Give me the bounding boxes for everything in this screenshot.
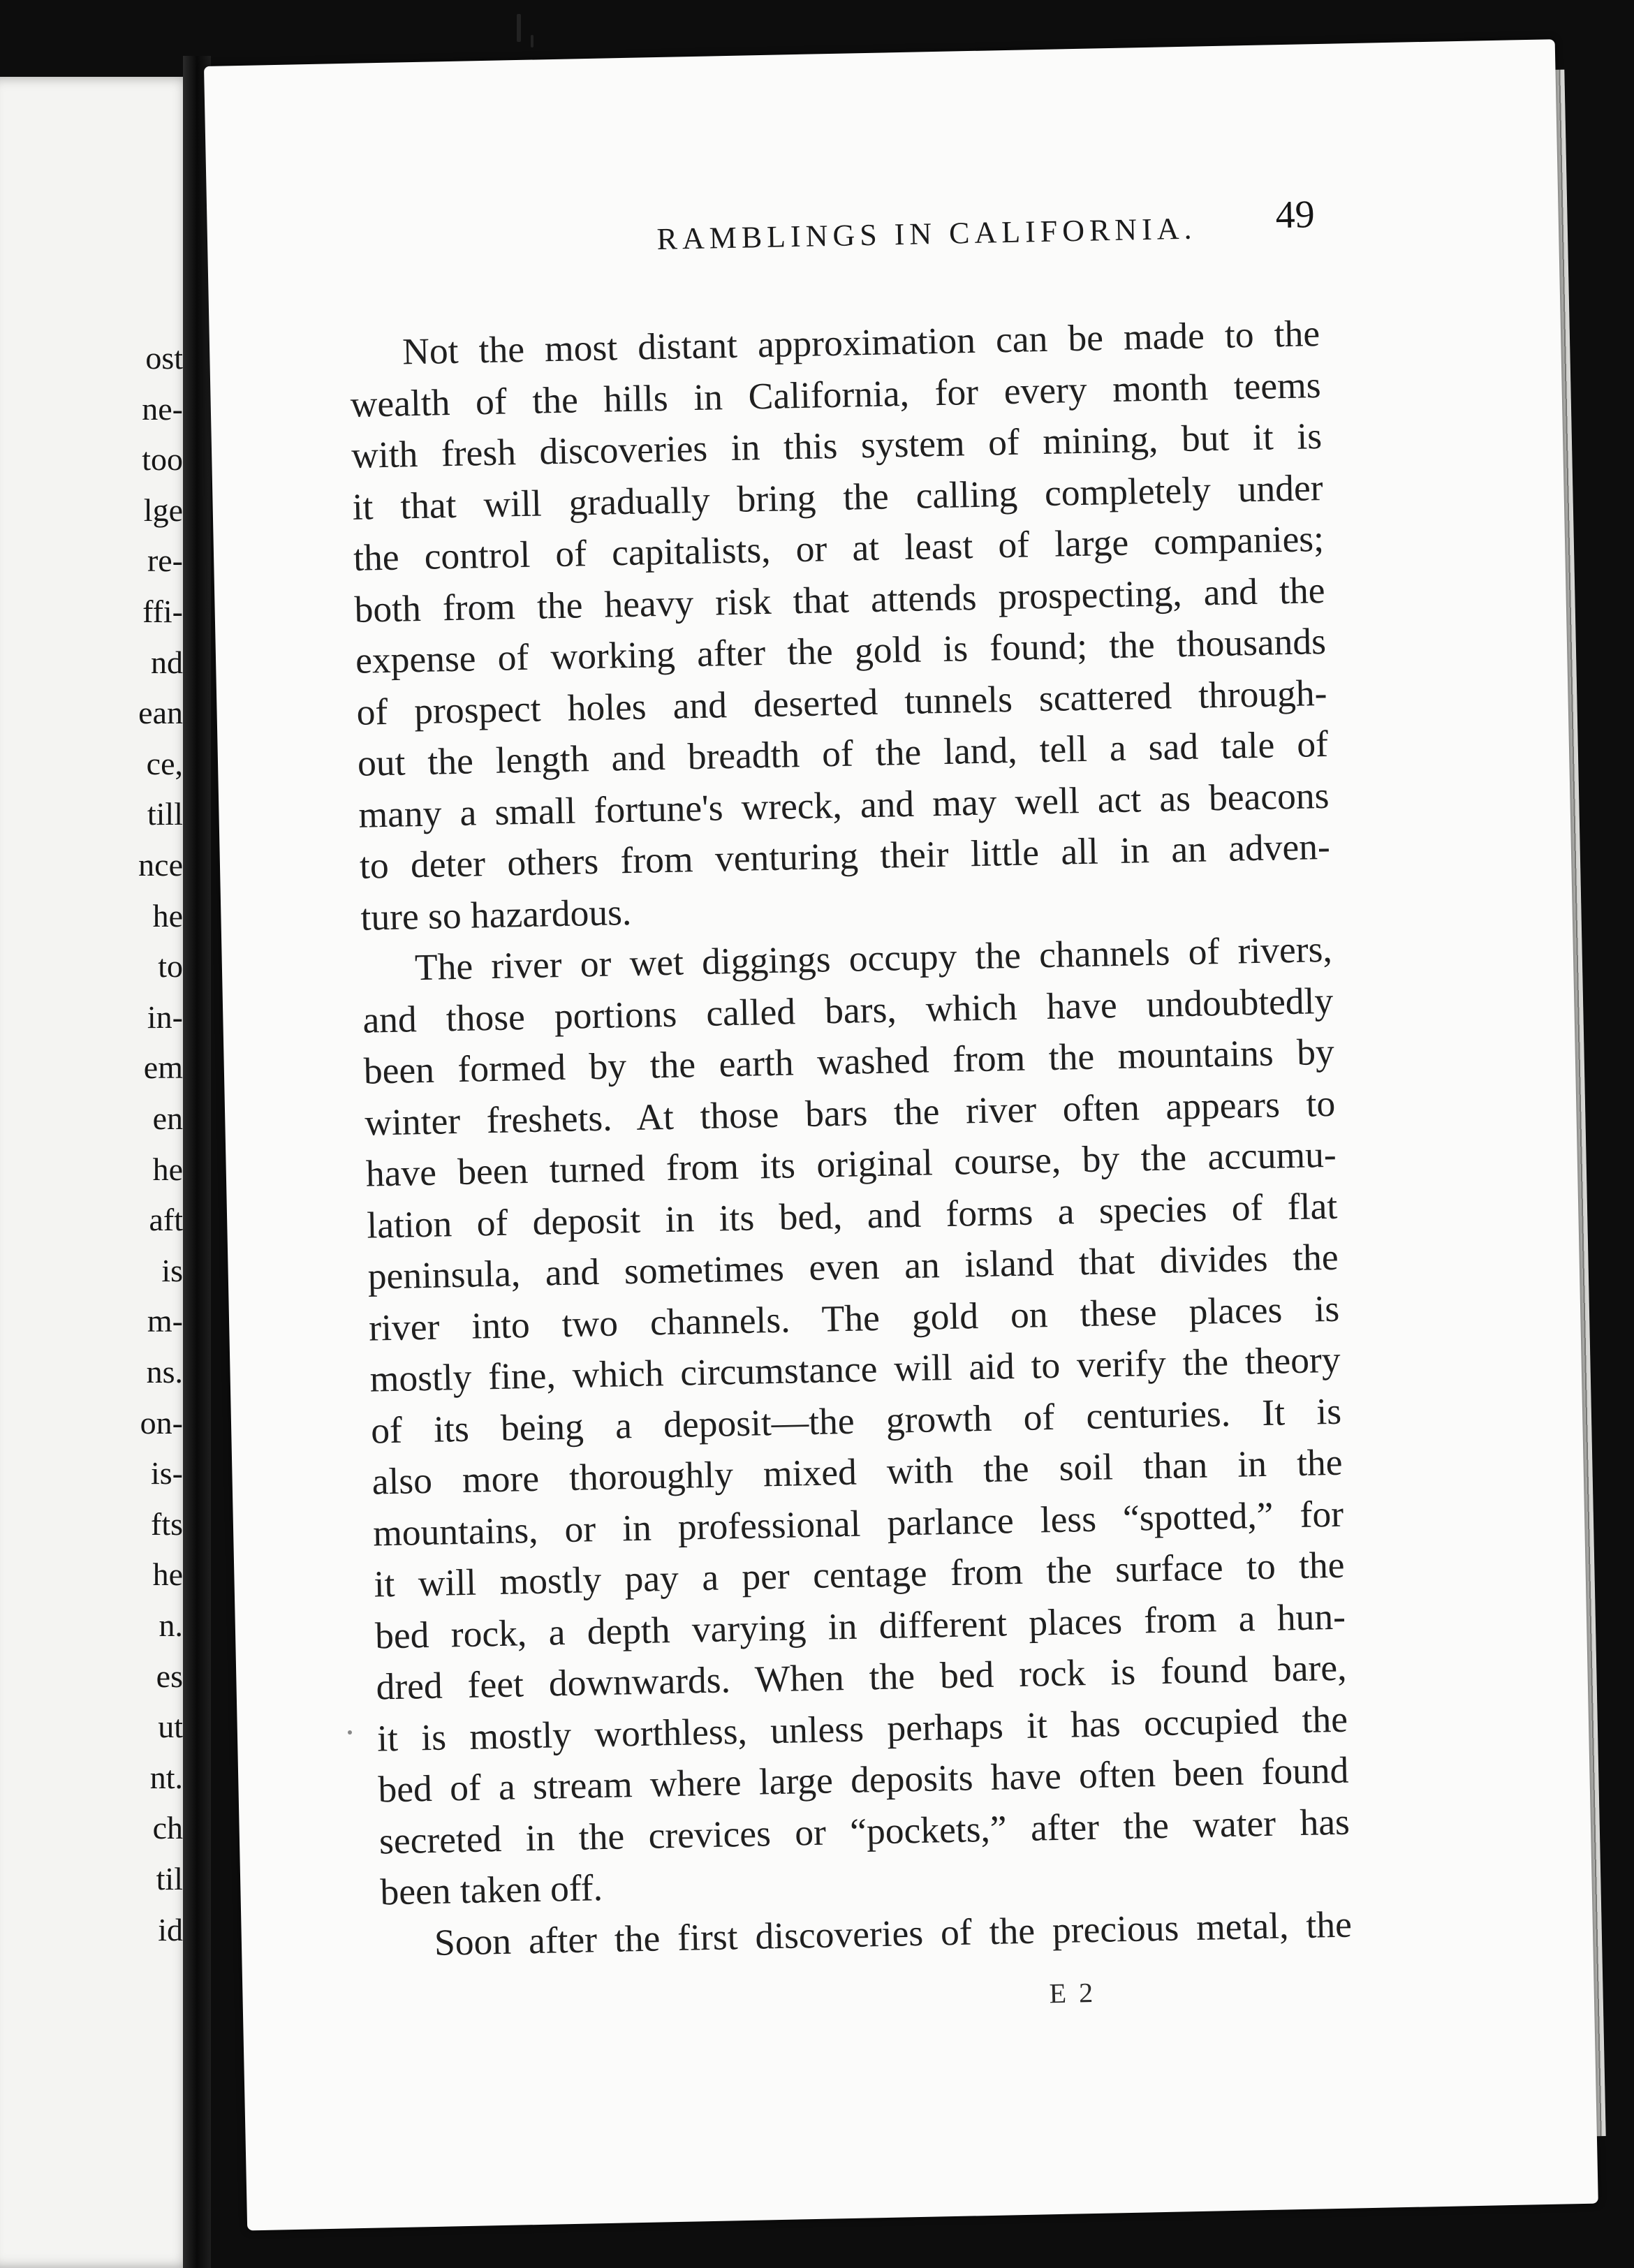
- text-line: been taken off.: [379, 1866, 603, 1913]
- text-line: peninsula, and sometimes even an island that divides the: [367, 1235, 1339, 1297]
- text-line: it is mostly worthless, unless perhaps it has occupied the: [376, 1698, 1348, 1759]
- book-page: [204, 39, 1598, 2230]
- scan-speck: [348, 1730, 352, 1735]
- previous-page-line: m-: [147, 1303, 183, 1339]
- previous-page: [0, 77, 196, 2268]
- previous-page-line: es: [156, 1658, 183, 1694]
- text-line: lation of deposit in its bed, and forms a species of flat: [366, 1184, 1338, 1246]
- text-line: many a small fortune's wreck, and may well act as beacons: [358, 774, 1330, 836]
- scan-speck: [531, 35, 533, 47]
- previous-page-line: ne-: [142, 390, 183, 427]
- previous-page-line: id: [158, 1911, 183, 1947]
- text-line: been formed by the earth washed from the mountains by: [363, 1030, 1335, 1092]
- page-number: 49: [1274, 193, 1316, 237]
- text-line: the control of capitalists, or at least of large companies;: [353, 517, 1325, 579]
- text-line: bed rock, a depth varying in different places from a hun-: [374, 1595, 1346, 1657]
- text-line: and those portions called bars, which have undoubtedly: [362, 979, 1334, 1041]
- previous-page-line: ut: [158, 1709, 183, 1745]
- text-line: with fresh discoveries in this system of mining, but it is: [351, 414, 1323, 476]
- previous-page-line: he: [152, 897, 183, 934]
- text-line: to deter others from venturing their little all in an adven-: [359, 825, 1331, 887]
- previous-page-line: lge: [143, 492, 183, 528]
- previous-page-line: to: [158, 948, 183, 985]
- text-line: secreted in the crevices or “pockets,” after the water has: [378, 1800, 1350, 1862]
- text-line: ture so hazardous.: [360, 890, 632, 938]
- previous-page-line-fragments: [0, 77, 196, 2268]
- book-gutter: [183, 56, 211, 2268]
- previous-page-line: till: [147, 796, 183, 832]
- previous-page-line: he: [152, 1556, 183, 1593]
- previous-page-line: em: [143, 1050, 183, 1086]
- text-line: also more thoroughly mixed with the soil than in the: [371, 1441, 1344, 1503]
- text-line: bed of a stream where large deposits have often been found: [377, 1748, 1349, 1811]
- previous-page-line: nd: [151, 644, 183, 680]
- scan-speck: [517, 14, 521, 42]
- text-line: both from the heavy risk that attends prospecting, and the: [354, 568, 1325, 631]
- previous-page-line: aft: [149, 1202, 183, 1238]
- text-line: it that will gradually bring the calling completely under: [352, 466, 1324, 528]
- previous-page-line: ce,: [146, 745, 183, 781]
- text-line: of prospect holes and deserted tunnels scattered through-: [355, 671, 1327, 733]
- previous-page-line: n.: [159, 1607, 183, 1643]
- previous-page-line: too: [142, 441, 183, 478]
- previous-page-line: ns.: [146, 1354, 183, 1390]
- text-line: of its being a deposit—the growth of centuries. It is: [370, 1390, 1342, 1452]
- text-line: have been turned from its original course, by the accumu-: [365, 1133, 1337, 1195]
- text-line: out the length and breadth of the land, tell a sad tale of: [357, 722, 1329, 784]
- previous-page-line: in-: [147, 999, 183, 1035]
- text-line: mostly fine, which circumstance will aid to verify the theory: [369, 1338, 1341, 1400]
- text-line: wealth of the hills in California, for every month teems: [350, 363, 1322, 425]
- text-line: Soon after the first discoveries of the precious metal, the: [434, 1903, 1353, 1964]
- previous-page-line: til: [156, 1861, 183, 1897]
- previous-page-line: is: [161, 1252, 183, 1288]
- text-line: it will mostly pay a per centage from the surface to the: [374, 1543, 1345, 1605]
- previous-page-line: ffi-: [142, 594, 183, 629]
- previous-page-line: is-: [151, 1455, 183, 1492]
- text-line: mountains, or in professional parlance less “spotted,” for: [372, 1492, 1344, 1554]
- text-line: expense of working after the gold is found; the thousands: [355, 619, 1327, 682]
- previous-page-line: ean: [138, 695, 183, 731]
- signature-mark: E 2: [1049, 1976, 1096, 2010]
- previous-page-line: nt.: [149, 1759, 183, 1795]
- text-line: dred feet downwards. When the bed rock is found bare,: [376, 1646, 1347, 1708]
- text-line: river into two channels. The gold on these places is: [368, 1287, 1340, 1349]
- previous-page-line: en: [152, 1100, 183, 1136]
- text-line: winter freshets. At those bars the river often appears to: [364, 1082, 1336, 1144]
- previous-page-line: ost: [145, 340, 183, 376]
- previous-page-line: nce: [138, 847, 183, 883]
- previous-page-line: re-: [147, 543, 183, 579]
- previous-page-line: fts: [151, 1505, 183, 1542]
- running-title: RAMBLINGS IN CALIFORNIA.: [656, 211, 1197, 257]
- previous-page-line: he: [152, 1151, 183, 1187]
- text-line: The river or wet diggings occupy the channels of rivers,: [414, 927, 1333, 989]
- page-body-text: [349, 308, 1353, 1969]
- previous-page-line: ch: [152, 1810, 183, 1846]
- previous-page-line: on-: [140, 1404, 183, 1441]
- text-line: Not the most distant approximation can be made to the: [402, 312, 1320, 373]
